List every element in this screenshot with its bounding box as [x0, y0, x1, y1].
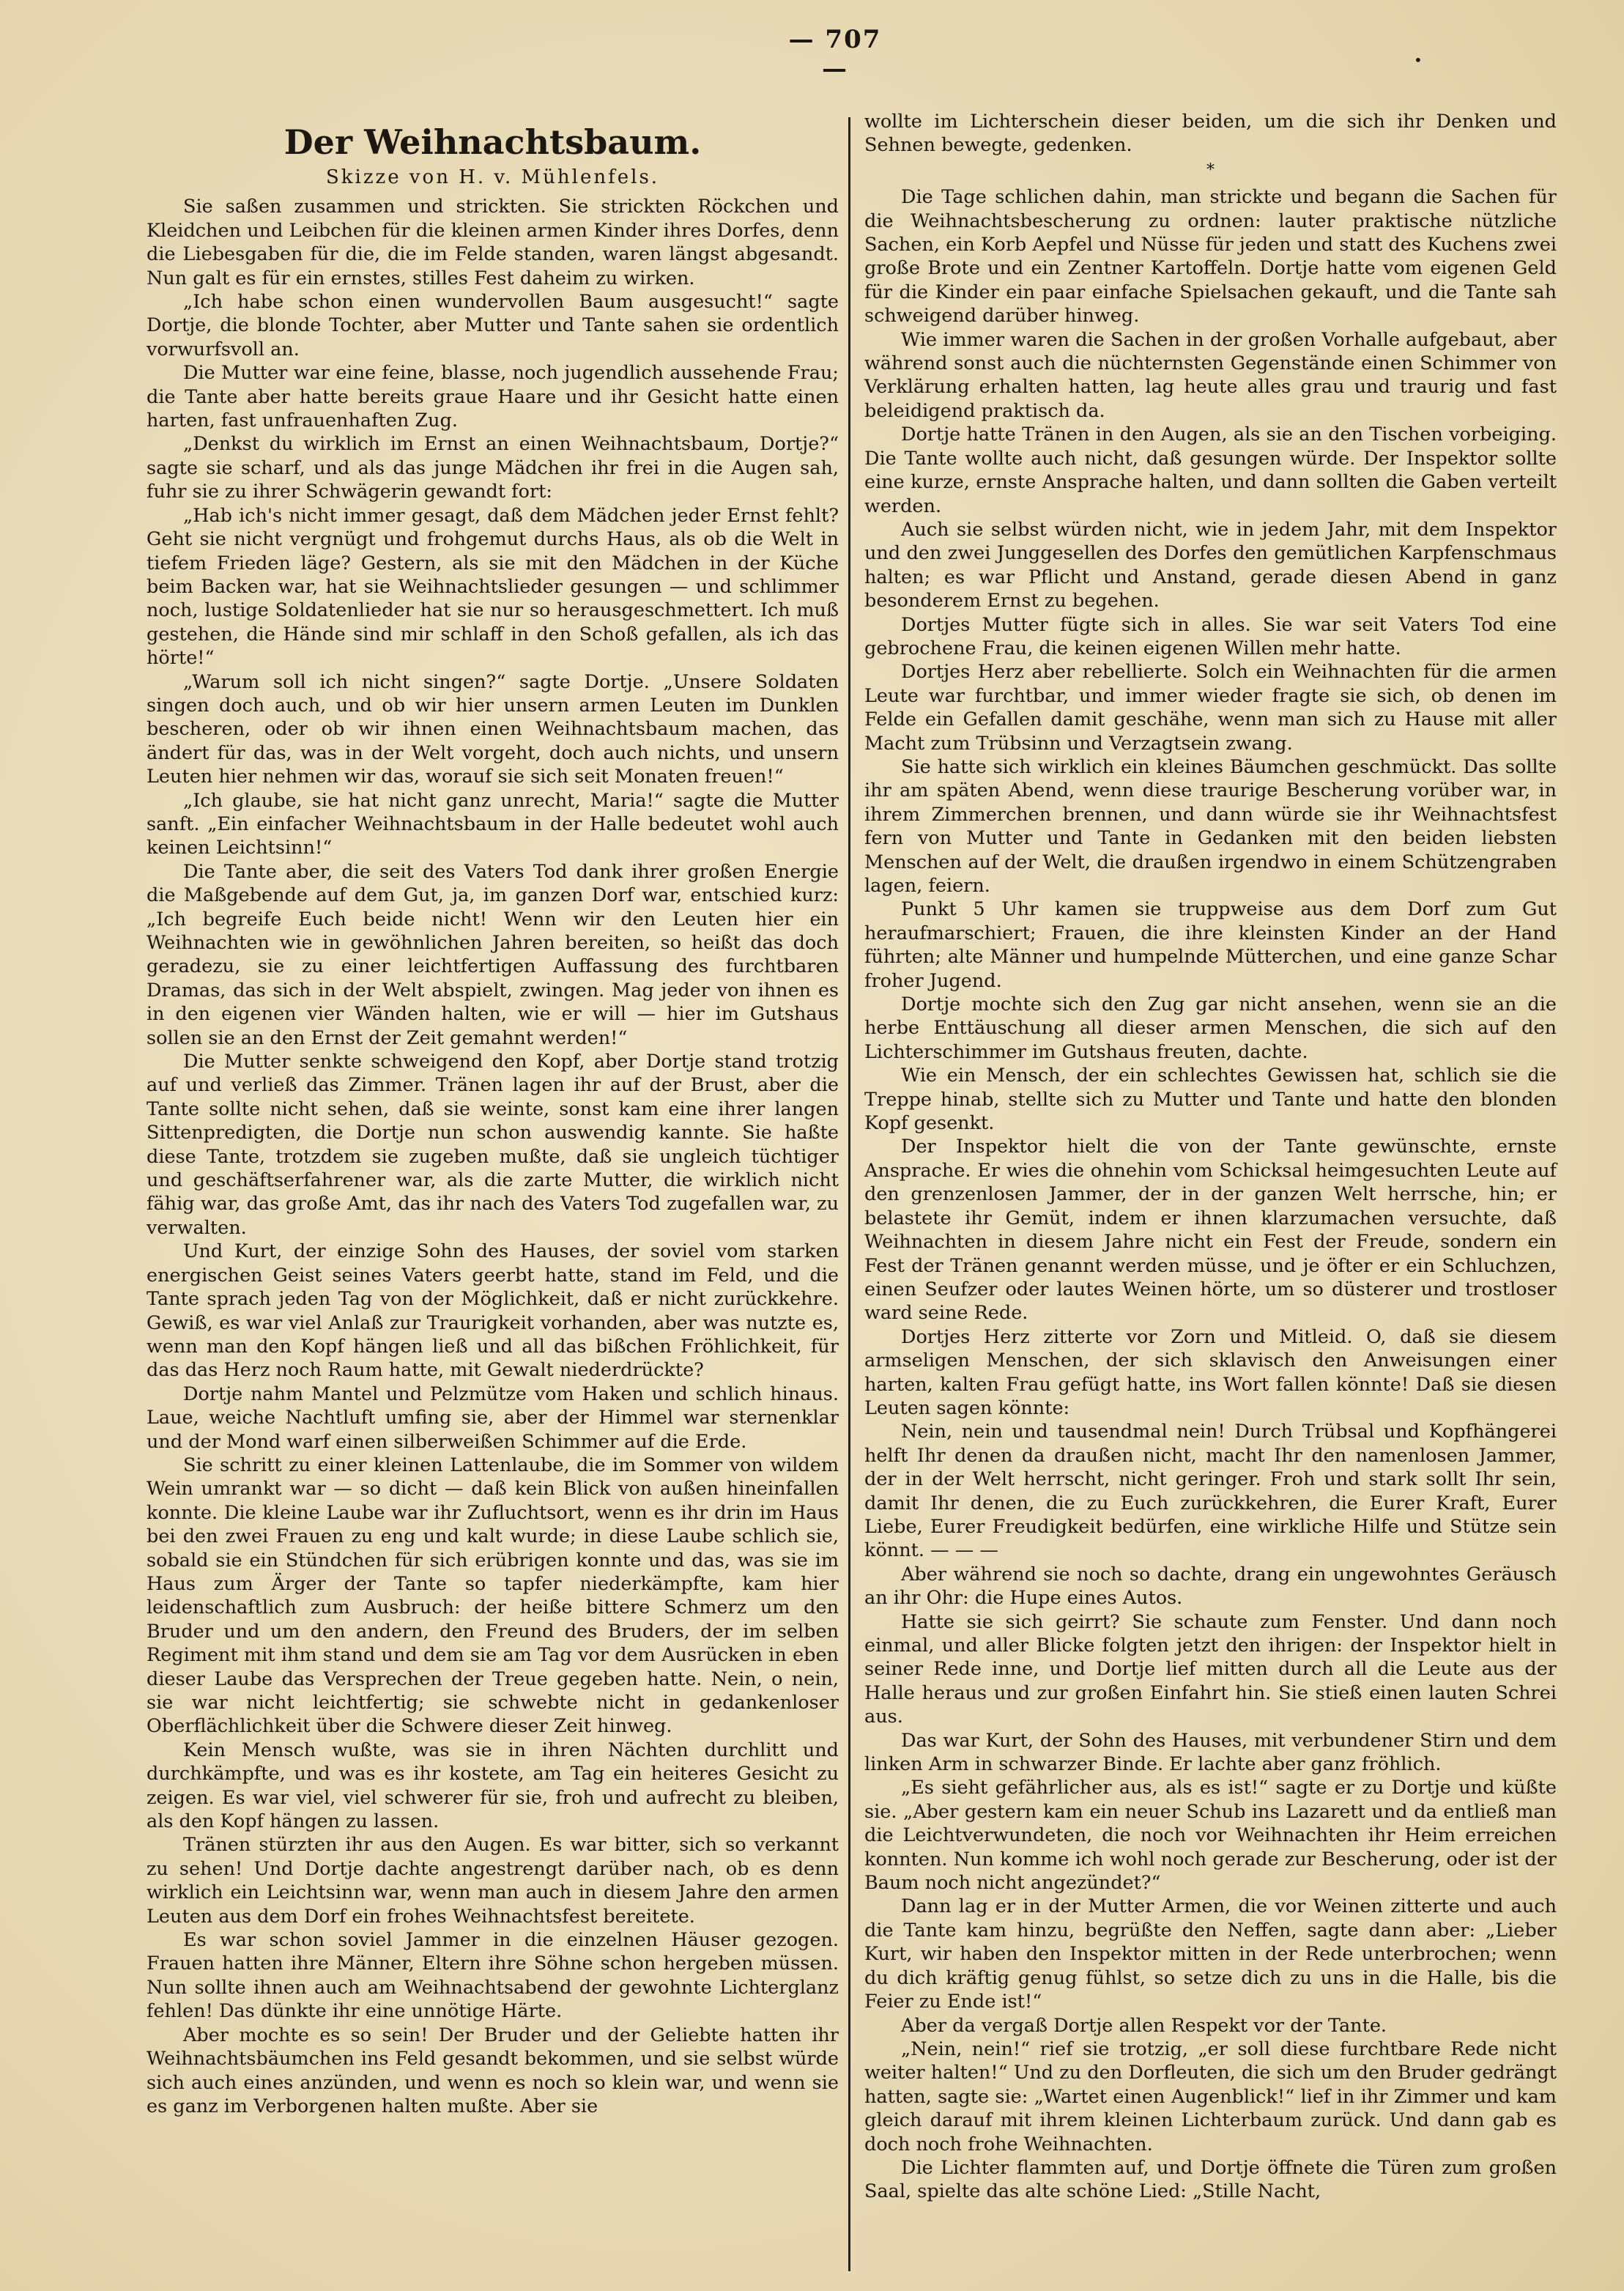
paragraph: Die Mutter war eine feine, blasse, noch jugendlich aussehende Frau; die Tante aber hatte bereits graue Haare und ihr Gesicht hatte einen harten, fast unfrauenhaften Zug. — [147, 362, 839, 432]
paragraph: Der Inspektor hielt die von der Tante gewünschte, ernste Ansprache. Er wies die ohnehin vom Schicksal heimgesuchten Leute auf den grenzenlosen Jammer, der in der ganzen Welt herrsche, hin; er belastete ihr Gemüt, indem er ihnen klarzumachen versuchte, daß Weihnachten in diesem Jahre nicht ein Fest der Freude, sondern ein Fest der Tränen genannt werden müsse, und je öfter er ein Schluchzen, einen Seufzer oder lautes Weinen hörte, um so düsterer und trostloser ward seine Rede. — [864, 1136, 1557, 1325]
paragraph: Dortjes Herz zitterte vor Zorn und Mitleid. O, daß sie diesem armseligen Menschen, der sich sklavisch den Anweisungen einer harten, kalten Frau gefügt hatte, ins Wort fallen könnte! Daß sie diesen Leuten sagen könnte: — [864, 1325, 1557, 1419]
paragraph: Wie immer waren die Sachen in der großen Vorhalle aufgebaut, aber während sonst auch die nüchternsten Gegenstände einen Schimmer von Verklärung erhalten hatten, lag heute alles grau und traurig und fast beleidigend praktisch da. — [864, 328, 1557, 422]
paragraph: „Es sieht gefährlicher aus, als es ist!“ sagte er zu Dortje und küßte sie. „Aber gestern kam ein neuer Schub ins Lazarett und da entließ man die Leichtverwundeten, die noch vor Weihnachten ihr Heim erreichen konnten. Nun komme ich wohl noch gerade zur Bescherung, oder ist der Baum noch nicht angezündet?“ — [864, 1777, 1557, 1895]
paragraph: Nein, nein und tausendmal nein! Durch Trübsal und Kopfhängerei helft Ihr denen da draußen nicht, macht Ihr den namenlosen Jammer, der in der Welt herrscht, nicht geringer. Froh und stark sollt Ihr sein, damit Ihr denen, die zu Euch zurückkehren, die Eurer Kraft, Eurer Liebe, Eurer Freudigkeit bedürfen, eine wirkliche Hilfe und Stütze sein könnt. — — — — [864, 1421, 1557, 1562]
paragraph: „Nein, nein!“ rief sie trotzig, „er soll diese furchtbare Rede nicht weiter halten!“ Und zu den Dorfleuten, die sich um den Bruder gedrängt hatten, sagte sie: „Wartet einen Augenblick!“ lief in ihr Zimmer und kam gleich darauf mit ihrem kleinen Lichterbaum zurück. Und dann gab es doch noch frohe Weihnachten. — [864, 2038, 1557, 2155]
paragraph: Auch sie selbst würden nicht, wie in jedem Jahr, mit dem Inspektor und den zwei Junggesellen des Dorfes den gemütlichen Karpfenschmaus halten; es war Pflicht und Anstand, gerade diesen Abend in ganz besonderem Ernst zu begehen. — [864, 518, 1557, 612]
paragraph: „Denkst du wirklich im Ernst an einen Weihnachtsbaum, Dortje?“ sagte sie scharf, und als das junge Mädchen ihr frei in die Augen sah, fuhr sie zu ihrer Schwägerin gewandt fort: — [147, 433, 839, 503]
left-column-text — [147, 195, 839, 2118]
paragraph: „Ich glaube, sie hat nicht ganz unrecht, Maria!“ sagte die Mutter sanft. „Ein einfacher Weihnachtsbaum in der Halle bedeutet wohl auch keinen Leichtsinn!“ — [147, 789, 839, 859]
paragraph: „Hab ich's nicht immer gesagt, daß dem Mädchen jeder Ernst fehlt? Geht sie nicht vergnügt und frohgemut durchs Haus, als ob die Welt in tiefem Frieden läge? Gestern, als sie mit den Mädchen in der Küche beim Backen war, hat sie Weihnachtslieder gesungen — und schlimmer noch, lustige Soldatenlieder hat sie nur so herausgeschmettert. Ich muß gestehen, die Hände sind mir schlaff in den Schoß gefallen, als ich das hörte!“ — [147, 504, 839, 670]
paragraph: Die Tage schlichen dahin, man strickte und begann die Sachen für die Weihnachtsbescherung zu ordnen: lauter praktische nützliche Sachen, ein Korb Aepfel und Nüsse für jeden und statt des Kuchens zwei große Brote und ein Zentner Kartoffeln. Dortje hatte vom eigenen Geld für die Kinder ein paar einfache Spielsachen gekauft, und die Tante sah schweigend darüber hinweg. — [864, 186, 1557, 327]
paragraph: Das war Kurt, der Sohn des Hauses, mit verbundener Stirn und dem linken Arm in schwarzer Binde. Er lachte aber ganz fröhlich. — [864, 1729, 1557, 1776]
left-column — [147, 110, 839, 2118]
paragraph: Sie saßen zusammen und strickten. Sie strickten Röckchen und Kleidchen und Leibchen für die kleinen armen Kinder ihres Dorfes, denn die Liebesgaben für die, die im Felde standen, waren längst abgesandt. Nun galt es für ein ernstes, stilles Fest daheim zu wirken. — [147, 196, 839, 289]
right-column-text — [864, 185, 1557, 2204]
paragraph: Dortjes Mutter fügte sich in alles. Sie war seit Vaters Tod eine gebrochene Frau, die keinen eigenen Willen mehr hatte. — [864, 613, 1557, 659]
paragraph: Kein Mensch wußte, was sie in ihren Nächten durchlitt und durchkämpfte, und was es ihr kostete, am Tag ein heiteres Gesicht zu zeigen. Es war viel, viel schwerer für sie, froh und aufrecht zu bleiben, als den Kopf hängen zu lassen. — [147, 1739, 839, 1833]
paragraph: Und Kurt, der einzige Sohn des Hauses, der soviel vom starken energischen Geist seines Vaters geerbt hatte, stand im Feld, und die Tante sprach jeden Tag von der Möglichkeit, daß er nicht zurückkehre. Gewiß, es war viel Anlaß zur Traurigkeit vorhanden, aber was nutzte es, wenn man den Kopf hängen ließ und all das bißchen Fröhlichkeit, für das das Herz noch Raum hatte, mit Gewalt niederdrückte? — [147, 1240, 839, 1382]
paragraph-continued: wollte im Lichterschein dieser beiden, um die sich ihr Denken und Sehnen bewegte, gedenken. — [864, 111, 1557, 157]
paragraph: Die Lichter flammten auf, und Dortje öffnete die Türen zum großen Saal, spielte das alte schöne Lied: „Stille Nacht, — [864, 2156, 1557, 2203]
paragraph: Dortjes Herz aber rebellierte. Solch ein Weihnachten für die armen Leute war furchtbar, und immer wieder fragte sie sich, ob denen im Felde ein Gefallen damit geschähe, wenn man sich zu Hause mit aller Macht zum Trübsinn und Verzagtsein zwang. — [864, 661, 1557, 755]
paragraph: Aber da vergaß Dortje allen Respekt vor der Tante. — [901, 2014, 1387, 2037]
page-number: — 707 — — [788, 25, 882, 84]
paragraph: Aber mochte es so sein! Der Bruder und der Geliebte hatten ihr Weihnachtsbäumchen ins Feld gesandt bekommen, und sie selbst würde sich auch eines anzünden, und wenn es noch so klein war, und wenn sie es ganz im Verborgenen halten mußte. Aber sie — [147, 2024, 839, 2117]
paragraph: „Ich habe schon einen wundervollen Baum ausgesucht!“ sagte Dortje, die blonde Tochter, aber Mutter und Tante sahen sie ordentlich vorwurfsvoll an. — [147, 291, 839, 360]
column-divider — [848, 117, 850, 2271]
paragraph: Aber während sie noch so dachte, drang ein ungewohntes Geräusch an ihr Ohr: die Hupe eines Autos. — [864, 1563, 1557, 1610]
paragraph: Punkt 5 Uhr kamen sie truppweise aus dem Dorf zum Gut heraufmarschiert; Frauen, die ihre kleinsten Kinder an der Hand führten; alte Männer und humpelnde Mütterchen, und eine ganze Schar froher Jugend. — [864, 898, 1557, 992]
paragraph: Dortje mochte sich den Zug gar nicht ansehen, wenn sie an die herbe Enttäuschung all dieser armen Menschen, die sich auf den Lichterschimmer im Gutshaus freuten, dachte. — [864, 993, 1557, 1063]
right-column — [864, 110, 1557, 2204]
paragraph: Sie schritt zu einer kleinen Lattenlaube, die im Sommer von wildem Wein umrankt war — so dicht — daß kein Blick von außen hineinfallen konnte. Die kleine Laube war ihr Zufluchtsort, wenn es ihr drin im Haus bei den zwei Frauen zu eng und kalt wurde; in diese Laube schlich sie, sobald sie ein Stündchen für sich erübrigen konnte und das, was sie im Haus zum Ärger der Tante so tapfer niederkämpfte, kam hier leidenschaftlich zum Ausbruch: der heiße bittere Schmerz um den Bruder und um den andern, den Freund des Bruders, der im selben Regiment mit ihm stand und dem sie am Tag vor dem Ausrücken in eben dieser Laube das Versprechen der Treue gegeben hatte. Nein, o nein, sie war nicht leichtfertig; sie schwebte nicht in gedankenloser Oberflächlichkeit über die Schwere dieser Zeit hinweg. — [147, 1454, 839, 1738]
paragraph: Dortje nahm Mantel und Pelzmütze vom Haken und schlich hinaus. Laue, weiche Nachtluft umfing sie, aber der Himmel war sternenklar und der Mond warf einen silberweißen Schimmer auf die Erde. — [147, 1383, 839, 1453]
paragraph: Sie hatte sich wirklich ein kleines Bäumchen geschmückt. Das sollte ihr am späten Abend, wenn diese traurige Bescherung vorüber war, in ihrem Zimmerchen brennen, und dann würde sie ihr Weihnachtsfest fern von Mutter und Tante in Gedanken mit den beiden liebsten Menschen auf der Welt, die draußen irgendwo in einem Schützengraben lagen, feiern. — [864, 755, 1557, 897]
section-separator: * — [1206, 160, 1215, 179]
paragraph: „Warum soll ich nicht singen?“ sagte Dortje. „Unsere Soldaten singen doch auch, und ob wir hier unsern armen Leuten im Dunklen bescheren, oder ob wir ihnen einen Weihnachtsbaum machen, das ändert für das, was in der Welt vorgeht, doch auch nichts, und unsern Leuten hier nehmen wir das, worauf sie sich seit Monaten freuen!“ — [147, 670, 839, 788]
paragraph: Hatte sie sich geirrt? Sie schaute zum Fenster. Und dann noch einmal, und aller Blicke folgten jetzt den ihrigen: der Inspektor hielt in seiner Rede inne, und Dortje lief mitten durch all die Leute aus der Halle heraus und zur großen Einfahrt hin. Sie stieß einen lauten Schrei aus. — [864, 1610, 1557, 1728]
paragraph: Wie ein Mensch, der ein schlechtes Gewissen hat, schlich sie die Treppe hinab, stellte sich zu Mutter und Tante und hatte den blonden Kopf gesenkt. — [864, 1065, 1557, 1135]
paragraph: Die Mutter senkte schweigend den Kopf, aber Dortje stand trotzig auf und verließ das Zimmer. Tränen lagen ihr auf der Brust, aber die Tante sollte nicht sehen, daß sie weinte, sonst kam eine ihrer langen Sittenpredigten, die Dortje nun schon auswendig kannte. Sie haßte diese Tante, trotzdem sie zugeben mußte, daß sie ungleich tüchtiger und geschäftserfahrener war, als die zarte Mutter, die wirklich nicht fähig war, das große Amt, das ihr nach des Vaters Tod zugefallen war, zu verwalten. — [147, 1051, 839, 1239]
paragraph: Dann lag er in der Mutter Armen, die vor Weinen zitterte und auch die Tante kam hinzu, begrüßte den Neffen, sagte dann aber: „Lieber Kurt, wir haben den Inspektor mitten in der Rede unterbrochen; wenn du dich kräftig genug fühlst, so setze dich zu uns in die Halle, bis die Feier zu Ende ist!“ — [864, 1895, 1557, 2013]
ink-mark: • — [1414, 51, 1423, 69]
paragraph: Die Tante aber, die seit des Vaters Tod dank ihrer großen Energie die Maßgebende auf dem Gut, ja, im ganzen Dorf war, entschied kurz: „Ich begreife Euch beide nicht! Wenn wir den Leuten hier ein Weihnachten wie in gewöhnlichen Jahren bereiten, so heißt das doch geradezu, sie zu einer leichtfertigen Auffassung des furchtbaren Dramas, das sich in der Welt abspielt, zwingen. Mag jeder von ihnen es in den eigenen vier Wänden halten, wie er will — hier im Gutshaus sollen sie an den Ernst der Zeit gemahnt werden!“ — [147, 860, 839, 1049]
article-title: Der Weihnachtsbaum. — [283, 122, 702, 162]
article-subtitle: Skizze von H. v. Mühlenfels. — [325, 166, 660, 188]
paragraph: Es war schon soviel Jammer in die einzelnen Häuser gezogen. Frauen hatten ihre Männer, Eltern ihre Söhne schon hergeben müssen. Nun sollte ihnen auch am Weihnachtsabend der gewohnte Lichterglanz fehlen! Das dünkte ihr eine unnötige Härte. — [147, 1929, 839, 2023]
paragraph: Tränen stürzten ihr aus den Augen. Es war bitter, sich so verkannt zu sehen! Und Dortje dachte angestrengt darüber nach, ob es denn wirklich ein Leichtsinn war, wenn man auch in diesem Jahre den armen Leuten aus dem Dorf ein frohes Weihnachtsfest bereitete. — [147, 1834, 839, 1928]
paragraph: Dortje hatte Tränen in den Augen, als sie an den Tischen vorbeiging. Die Tante wollte auch nicht, daß gesungen würde. Der Inspektor sollte eine kurze, ernste Ansprache halten, und dann sollten die Gaben verteilt werden. — [864, 423, 1557, 517]
